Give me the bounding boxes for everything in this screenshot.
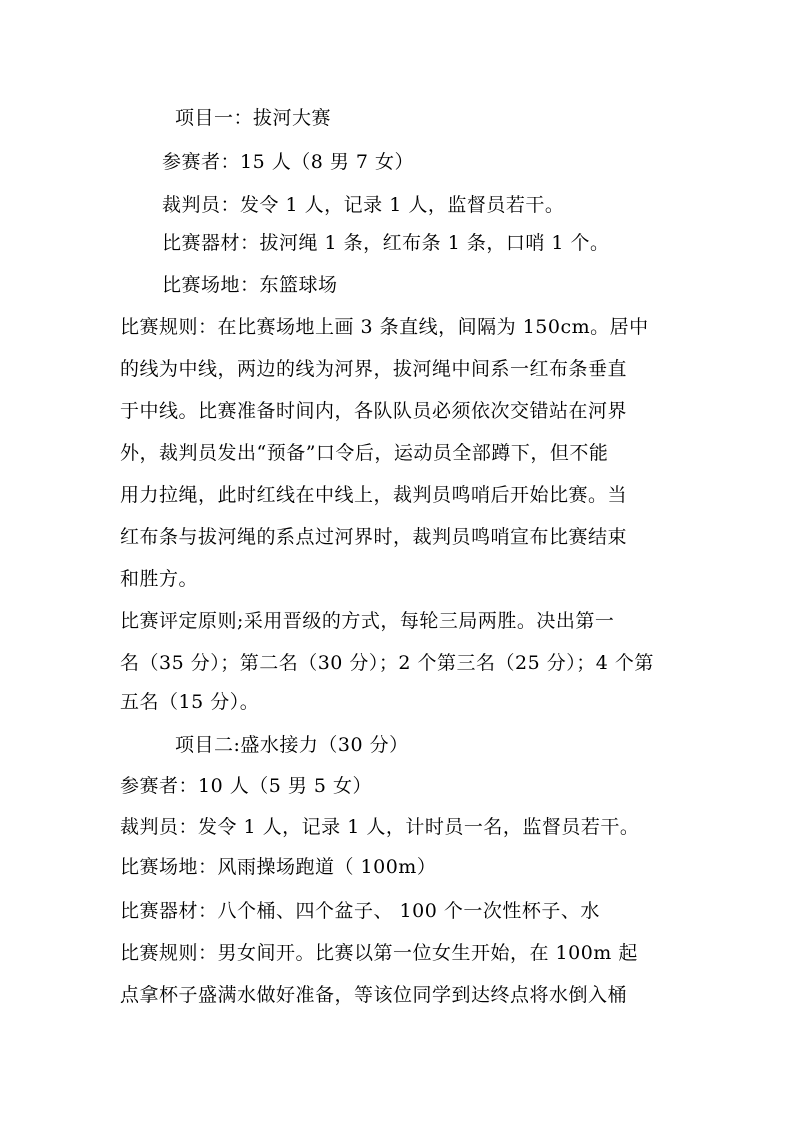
project-two-participants: 参赛者：10 人（5 男 5 女） (120, 775, 373, 797)
project-one-rules-line-5: 用力拉绳，此时红线在中线上，裁判员鸣哨后开始比赛。当 (120, 484, 628, 506)
project-two-venue: 比赛场地：风雨操场跑道（ 100m） (120, 856, 437, 878)
project-two-rules-line-2: 点拿杯子盛满水做好准备，等该位同学到达终点将水倒入桶 (120, 984, 628, 1006)
project-one-participants: 参赛者：15 人（8 男 7 女） (162, 151, 415, 173)
project-two-referees: 裁判员：发令 1 人，记录 1 人，计时员一名，监督员若干。 (120, 816, 640, 838)
project-one-rules-line-1: 比赛规则：在比赛场地上画 3 条直线，间隔为 150cm。居中 (120, 316, 649, 338)
project-one-rules-line-6: 红布条与拔河绳的系点过河界时，裁判员鸣哨宣布比赛结束 (120, 526, 628, 548)
project-two-rules-line-1: 比赛规则：男女间开。比赛以第一位女生开始，在 100m 起 (120, 942, 638, 964)
project-one-scoring-line-2: 名（35 分）；第二名（30 分）；2 个第三名（25 分）；4 个第 (120, 652, 654, 674)
project-two-title: 项目二:盛水接力（30 分） (175, 734, 409, 756)
project-one-equipment: 比赛器材：拔河绳 1 条，红布条 1 条，口哨 1 个。 (162, 232, 610, 254)
project-one-rules-line-4: 外，裁判员发出“预备”口令后，运动员全部蹲下，但不能 (120, 442, 609, 464)
project-two-equipment: 比赛器材：八个桶、四个盆子、 100 个一次性杯子、水 (120, 900, 600, 922)
project-one-venue: 比赛场地：东篮球场 (162, 274, 338, 296)
project-one-title: 项目一：拔河大赛 (175, 107, 332, 129)
project-one-rules-line-2: 的线为中线，两边的线为河界，拔河绳中间系一红布条垂直 (120, 358, 628, 380)
project-one-scoring-line-1: 比赛评定原则;采用晋级的方式，每轮三局两胜。决出第一 (120, 610, 615, 632)
project-one-scoring-line-3: 五名（15 分）。 (120, 691, 260, 713)
project-one-rules-line-7: 和胜方。 (120, 568, 199, 590)
project-one-referees: 裁判员：发令 1 人，记录 1 人，监督员若干。 (162, 194, 565, 216)
project-one-rules-line-3: 于中线。比赛准备时间内，各队队员必须依次交错站在河界 (120, 400, 628, 422)
